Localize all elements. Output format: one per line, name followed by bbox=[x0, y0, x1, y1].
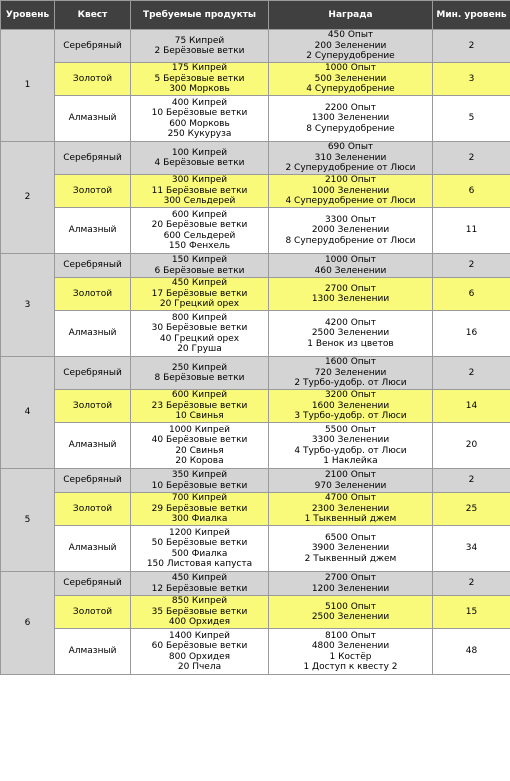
reward-line: 2200 Опыт bbox=[324, 102, 377, 113]
products-cell bbox=[131, 278, 269, 311]
reward-line: 1 Доступ к квесту 2 bbox=[303, 662, 398, 672]
reward-cell bbox=[269, 423, 433, 469]
quest-type-cell: Серебряный bbox=[55, 469, 131, 493]
level-cell: 6 bbox=[1, 572, 55, 675]
product-line: 300 Кипрей bbox=[171, 175, 228, 186]
reward-cell bbox=[269, 175, 433, 208]
min-level-cell: 15 bbox=[433, 596, 510, 629]
reward-line: 4 Суперудобрение от Люси bbox=[285, 196, 416, 207]
reward-cell bbox=[269, 311, 433, 357]
products-cell bbox=[131, 254, 269, 278]
reward-line: 4800 Зеленении bbox=[311, 641, 390, 651]
quest-type-cell: Серебряный bbox=[55, 30, 131, 63]
header-level: Уровень bbox=[1, 1, 55, 30]
product-line: 150 Листовая капуста bbox=[146, 559, 253, 569]
reward-line: 3300 Опыт bbox=[324, 214, 377, 225]
quest-type-cell: Алмазный bbox=[55, 423, 131, 469]
product-line: 5 Берёзовые ветки bbox=[154, 73, 245, 84]
min-level-cell: 2 bbox=[433, 254, 510, 278]
table-body bbox=[1, 30, 510, 675]
product-line: 250 Кипрей bbox=[171, 362, 228, 373]
reward-line: 2700 Опыт bbox=[324, 573, 377, 583]
reward-line: 2700 Опыт bbox=[324, 283, 377, 294]
product-line: 500 Фиалка bbox=[171, 548, 228, 559]
reward-line: 720 Зеленении bbox=[314, 367, 387, 378]
product-line: 175 Кипрей bbox=[171, 63, 228, 74]
min-level-cell: 2 bbox=[433, 572, 510, 596]
product-line: 300 Сельдерей bbox=[163, 196, 236, 207]
min-level-cell: 16 bbox=[433, 311, 510, 357]
reward-line: 1 Костёр bbox=[329, 651, 372, 662]
header-row bbox=[1, 1, 510, 30]
reward-line: 3300 Зеленении bbox=[311, 435, 390, 445]
min-level-cell: 2 bbox=[433, 30, 510, 63]
products-cell bbox=[131, 30, 269, 63]
reward-line: 3900 Зеленении bbox=[311, 543, 390, 554]
reward-cell bbox=[269, 96, 433, 142]
reward-line: 1200 Зеленении bbox=[311, 583, 390, 594]
min-level-cell: 6 bbox=[433, 175, 510, 208]
header-quest: Квест bbox=[55, 1, 131, 30]
min-level-cell: 34 bbox=[433, 526, 510, 572]
reward-line: 1000 Опыт bbox=[324, 63, 377, 74]
reward-line: 2 Турбо-удобр. от Люси bbox=[294, 378, 407, 389]
products-cell bbox=[131, 469, 269, 493]
reward-line: 690 Опыт bbox=[327, 142, 374, 153]
product-line: 250 Кукуруза bbox=[167, 129, 232, 139]
reward-line: 970 Зеленении bbox=[314, 480, 387, 491]
products-cell bbox=[131, 63, 269, 96]
product-line: 35 Берёзовые ветки bbox=[151, 606, 248, 617]
quest-row-gold bbox=[1, 63, 510, 96]
reward-cell bbox=[269, 493, 433, 526]
product-line: 17 Берёзовые ветки bbox=[151, 288, 248, 299]
reward-line: 1 Венок из цветов bbox=[307, 338, 394, 349]
min-level-cell: 5 bbox=[433, 96, 510, 142]
quest-row-silver bbox=[1, 572, 510, 596]
table-header bbox=[1, 1, 510, 30]
quest-type-cell: Алмазный bbox=[55, 629, 131, 675]
quest-row-diamond bbox=[1, 311, 510, 357]
min-level-cell: 14 bbox=[433, 390, 510, 423]
products-cell bbox=[131, 493, 269, 526]
product-line: 600 Морковь bbox=[169, 118, 230, 129]
level-cell: 5 bbox=[1, 469, 55, 572]
product-line: 20 Грецкий орех bbox=[159, 299, 240, 310]
reward-line: 5500 Опыт bbox=[324, 424, 377, 435]
quest-type-cell: Серебряный bbox=[55, 254, 131, 278]
min-level-cell: 2 bbox=[433, 469, 510, 493]
reward-line: 2100 Опыт bbox=[324, 175, 377, 186]
product-line: 20 Берёзовые ветки bbox=[151, 220, 248, 230]
reward-line: 8 Суперудобрение от Люси bbox=[285, 235, 416, 246]
reward-line: 8 Суперудобрение bbox=[306, 123, 395, 134]
products-cell bbox=[131, 390, 269, 423]
product-line: 4 Берёзовые ветки bbox=[154, 158, 245, 168]
reward-cell bbox=[269, 357, 433, 390]
product-line: 75 Кипрей bbox=[174, 35, 225, 46]
reward-cell bbox=[269, 254, 433, 278]
reward-line: 4 Турбо-удобр. от Люси bbox=[294, 445, 407, 456]
products-cell bbox=[131, 423, 269, 469]
reward-cell bbox=[269, 63, 433, 96]
product-line: 450 Кипрей bbox=[171, 278, 228, 289]
product-line: 700 Кипрей bbox=[171, 493, 228, 504]
product-line: 10 Берёзовые ветки bbox=[151, 480, 248, 491]
quest-row-silver bbox=[1, 469, 510, 493]
products-cell bbox=[131, 208, 269, 254]
product-line: 400 Кипрей bbox=[171, 97, 228, 108]
reward-cell bbox=[269, 278, 433, 311]
products-cell bbox=[131, 96, 269, 142]
quest-row-silver bbox=[1, 142, 510, 175]
quest-type-cell: Золотой bbox=[55, 63, 131, 96]
reward-line: 4200 Опыт bbox=[324, 317, 377, 328]
product-line: 1200 Кипрей bbox=[169, 527, 230, 538]
reward-line: 2500 Зеленении bbox=[311, 328, 390, 339]
product-line: 40 Грецкий орех bbox=[159, 333, 240, 344]
products-cell bbox=[131, 311, 269, 357]
quest-row-silver bbox=[1, 30, 510, 63]
product-line: 40 Берёзовые ветки bbox=[151, 435, 248, 445]
product-line: 10 Свинья bbox=[175, 411, 224, 422]
reward-line: 2100 Опыт bbox=[324, 470, 377, 480]
reward-line: 1300 Зеленении bbox=[311, 113, 390, 124]
reward-cell bbox=[269, 526, 433, 572]
reward-line: 4700 Опыт bbox=[324, 493, 377, 504]
product-line: 29 Берёзовые ветки bbox=[151, 503, 248, 514]
reward-line: 1 Наклейка bbox=[323, 456, 378, 466]
product-line: 150 Фенхель bbox=[168, 241, 231, 251]
product-line: 100 Кипрей bbox=[171, 147, 228, 158]
reward-line: 460 Зеленении bbox=[314, 265, 387, 276]
quest-type-cell: Золотой bbox=[55, 278, 131, 311]
quest-row-silver bbox=[1, 254, 510, 278]
quest-type-cell: Золотой bbox=[55, 493, 131, 526]
reward-cell bbox=[269, 596, 433, 629]
product-line: 60 Берёзовые ветки bbox=[151, 641, 248, 651]
reward-line: 1600 Зеленении bbox=[311, 400, 390, 411]
reward-line: 3 Турбо-удобр. от Люси bbox=[294, 411, 407, 422]
quest-row-diamond bbox=[1, 423, 510, 469]
reward-line: 2 Тыквенный джем bbox=[304, 553, 397, 564]
products-cell bbox=[131, 629, 269, 675]
level-cell: 1 bbox=[1, 30, 55, 142]
reward-line: 1 Тыквенный джем bbox=[304, 514, 397, 525]
quest-row-diamond bbox=[1, 526, 510, 572]
reward-line: 2500 Зеленении bbox=[311, 612, 390, 622]
header-products: Требуемые продукты bbox=[131, 1, 269, 30]
quest-row-diamond bbox=[1, 629, 510, 675]
product-line: 300 Фиалка bbox=[171, 514, 228, 525]
quest-row-gold bbox=[1, 493, 510, 526]
level-cell: 2 bbox=[1, 142, 55, 254]
products-cell bbox=[131, 572, 269, 596]
product-line: 23 Берёзовые ветки bbox=[151, 400, 248, 411]
product-line: 1400 Кипрей bbox=[169, 630, 230, 641]
reward-line: 450 Опыт bbox=[327, 30, 374, 41]
product-line: 600 Кипрей bbox=[171, 209, 228, 220]
product-line: 350 Кипрей bbox=[171, 470, 228, 480]
reward-cell bbox=[269, 469, 433, 493]
quest-type-cell: Алмазный bbox=[55, 526, 131, 572]
product-line: 20 Свинья bbox=[175, 445, 224, 456]
quest-row-gold bbox=[1, 278, 510, 311]
quest-type-cell: Золотой bbox=[55, 390, 131, 423]
quest-row-gold bbox=[1, 390, 510, 423]
product-line: 30 Берёзовые ветки bbox=[151, 323, 248, 333]
reward-line: 2300 Зеленении bbox=[311, 503, 390, 514]
quest-row-silver bbox=[1, 357, 510, 390]
product-line: 600 Сельдерей bbox=[163, 230, 236, 241]
quest-type-cell: Серебряный bbox=[55, 572, 131, 596]
reward-line: 3200 Опыт bbox=[324, 390, 377, 401]
quest-row-diamond bbox=[1, 96, 510, 142]
reward-line: 200 Зеленении bbox=[314, 40, 387, 51]
quest-row-gold bbox=[1, 175, 510, 208]
reward-cell bbox=[269, 390, 433, 423]
quest-type-cell: Серебряный bbox=[55, 357, 131, 390]
quest-type-cell: Серебряный bbox=[55, 142, 131, 175]
product-line: 6 Берёзовые ветки bbox=[154, 265, 245, 276]
reward-line: 1600 Опыт bbox=[324, 357, 377, 368]
reward-line: 8100 Опыт bbox=[324, 630, 377, 641]
quest-type-cell: Алмазный bbox=[55, 208, 131, 254]
reward-line: 5100 Опыт bbox=[324, 601, 377, 612]
product-line: 300 Морковь bbox=[169, 84, 230, 95]
reward-line: 1000 Зеленении bbox=[311, 185, 390, 196]
quest-row-diamond bbox=[1, 208, 510, 254]
product-line: 850 Кипрей bbox=[171, 596, 228, 607]
products-cell bbox=[131, 526, 269, 572]
product-line: 10 Берёзовые ветки bbox=[151, 108, 248, 118]
quest-type-cell: Золотой bbox=[55, 175, 131, 208]
product-line: 2 Берёзовые ветки bbox=[154, 46, 245, 56]
reward-cell bbox=[269, 142, 433, 175]
reward-line: 1300 Зеленении bbox=[311, 294, 390, 304]
product-line: 12 Берёзовые ветки bbox=[151, 583, 248, 594]
quest-type-cell: Алмазный bbox=[55, 311, 131, 357]
product-line: 450 Кипрей bbox=[171, 573, 228, 583]
min-level-cell: 11 bbox=[433, 208, 510, 254]
min-level-cell: 20 bbox=[433, 423, 510, 469]
reward-line: 1000 Опыт bbox=[324, 255, 377, 265]
product-line: 400 Орхидея bbox=[168, 617, 231, 628]
min-level-cell: 2 bbox=[433, 357, 510, 390]
reward-cell bbox=[269, 629, 433, 675]
product-line: 11 Берёзовые ветки bbox=[151, 185, 248, 196]
product-line: 600 Кипрей bbox=[171, 390, 228, 401]
product-line: 50 Берёзовые ветки bbox=[151, 538, 248, 548]
reward-line: 2 Суперудобрение от Люси bbox=[285, 163, 416, 174]
product-line: 1000 Кипрей bbox=[169, 424, 230, 435]
min-level-cell: 25 bbox=[433, 493, 510, 526]
min-level-cell: 3 bbox=[433, 63, 510, 96]
quest-type-cell: Золотой bbox=[55, 596, 131, 629]
min-level-cell: 2 bbox=[433, 142, 510, 175]
product-line: 20 Корова bbox=[175, 456, 224, 466]
product-line: 20 Груша bbox=[177, 344, 222, 354]
reward-line: 500 Зеленении bbox=[314, 73, 387, 84]
reward-line: 310 Зеленении bbox=[314, 152, 387, 163]
products-cell bbox=[131, 357, 269, 390]
reward-cell bbox=[269, 30, 433, 63]
product-line: 20 Пчела bbox=[177, 662, 222, 672]
reward-line: 6500 Опыт bbox=[324, 532, 377, 543]
product-line: 8 Берёзовые ветки bbox=[154, 373, 245, 383]
quest-row-gold bbox=[1, 596, 510, 629]
reward-cell bbox=[269, 572, 433, 596]
products-cell bbox=[131, 596, 269, 629]
product-line: 150 Кипрей bbox=[171, 255, 228, 265]
products-cell bbox=[131, 142, 269, 175]
product-line: 800 Кипрей bbox=[171, 312, 228, 323]
min-level-cell: 6 bbox=[433, 278, 510, 311]
reward-line: 2000 Зеленении bbox=[311, 225, 390, 236]
level-cell: 3 bbox=[1, 254, 55, 357]
reward-line: 4 Суперудобрение bbox=[306, 84, 395, 95]
level-cell: 4 bbox=[1, 357, 55, 469]
reward-cell bbox=[269, 208, 433, 254]
products-cell bbox=[131, 175, 269, 208]
header-reward: Награда bbox=[269, 1, 433, 30]
min-level-cell: 48 bbox=[433, 629, 510, 675]
reward-line: 2 Суперудобрение bbox=[306, 51, 395, 62]
product-line: 800 Орхидея bbox=[168, 651, 231, 662]
header-min-level: Мин. уровень bbox=[433, 1, 510, 30]
quest-type-cell: Алмазный bbox=[55, 96, 131, 142]
